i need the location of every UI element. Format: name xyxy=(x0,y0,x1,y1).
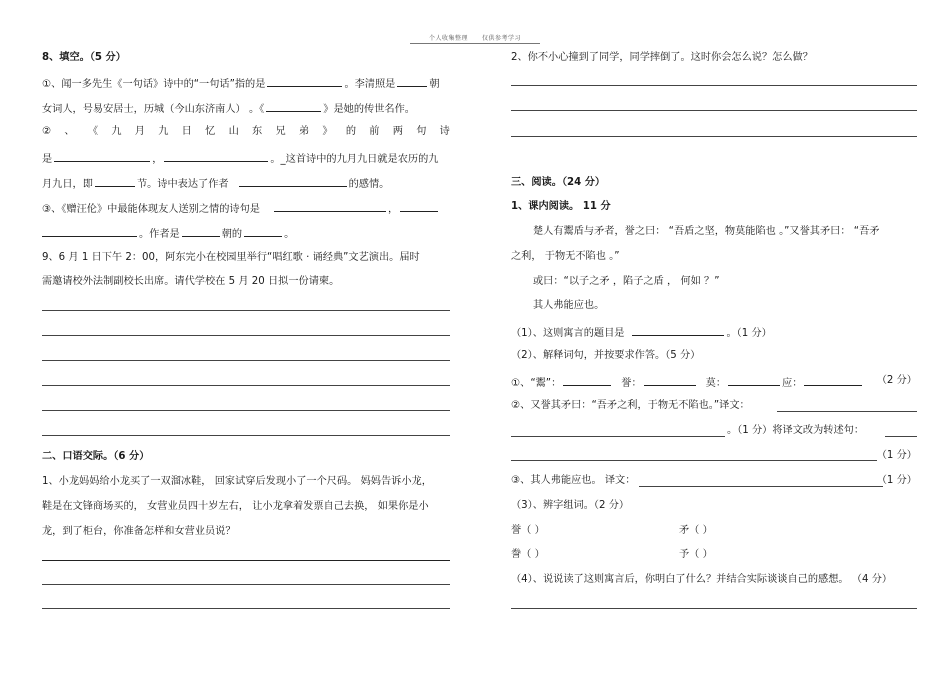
q3-item4: 予（ ） xyxy=(679,549,713,560)
q8-3-text-d: 朝的 xyxy=(221,229,243,240)
q8-3-text-a: ③、《赠汪伦》中最能体现友人送别之情的诗句是 xyxy=(42,204,260,215)
q8-1-text-d: 女词人，号易安居士，历城（今山东济南人） 。《 xyxy=(42,104,265,115)
section2-title: 二、口语交际。（6 分） xyxy=(42,451,150,462)
q2-2-blank2[interactable] xyxy=(511,436,725,437)
q2-words-score: （2 分） xyxy=(876,375,917,386)
q8-2-line1 xyxy=(42,126,450,138)
q8-2-char: 句 xyxy=(416,126,427,137)
writing-line[interactable] xyxy=(511,110,917,111)
writing-line[interactable] xyxy=(511,136,917,137)
q8-1-line2 xyxy=(42,101,415,116)
q8-2-text-a: 是 xyxy=(42,154,53,165)
writing-line[interactable] xyxy=(42,608,450,609)
q3-item2: 矛（ ） xyxy=(679,525,713,536)
q2-word2: 誉： xyxy=(621,378,642,389)
q8-3-text-e: 。 xyxy=(284,229,295,240)
q8-3-text-b: ， xyxy=(387,204,399,215)
oral-q1-line3: 龙，到了柜台，你准备怎样和女营业员说？ xyxy=(42,526,236,537)
q8-3-line2 xyxy=(42,226,294,241)
q2-title: （2）、解释词句，并按要求作答。（5 分） xyxy=(511,350,701,361)
q2-2-line2: 。（1 分）将译文改为转述句： xyxy=(727,425,865,436)
q8-2-blank1[interactable] xyxy=(54,151,150,162)
q2-word4: 应： xyxy=(782,378,803,389)
q2-words-line xyxy=(511,375,864,390)
page-header xyxy=(0,33,950,42)
q8-2-char: 忆 xyxy=(205,126,216,137)
q2-3-score: （1 分） xyxy=(876,475,917,486)
q3-item3: 誊（ ） xyxy=(511,549,545,560)
oral-q1-line1: 1、小龙妈妈给小龙买了一双溜冰鞋， 回家试穿后发现小了一个尺码。 妈妈告诉小龙， xyxy=(42,476,432,487)
q8-2-char: 九 xyxy=(111,126,122,137)
q8-3-blank5[interactable] xyxy=(244,226,282,237)
q1-line xyxy=(511,325,772,340)
passage-line4: 其人弗能应也。 xyxy=(533,300,605,311)
q8-3-blank2[interactable] xyxy=(400,201,438,212)
q8-1-text-a: ①、闻一多先生《一句话》诗中的“一句话”指的是 xyxy=(42,79,266,90)
q8-1-blank1[interactable] xyxy=(267,76,342,87)
q9-line1: 9、6 月 1 日下午 2：00，阿东完小在校园里举行“唱红歌 · 诵经典”文艺演出。届时 xyxy=(42,252,420,263)
writing-line[interactable] xyxy=(511,608,917,609)
oral-q1-line2: 鞋是在文锋商场买的， 女营业员四十岁左右， 让小龙拿着发票自己去换， 如果你是小 xyxy=(42,501,429,512)
q8-2-char: 的 xyxy=(345,126,357,137)
header-part1: 个人收集整理 xyxy=(428,35,468,42)
q8-2-char: 月 xyxy=(134,126,145,137)
writing-line[interactable] xyxy=(42,385,450,386)
q2-blank2[interactable] xyxy=(644,375,696,386)
q2-word3: 莫： xyxy=(705,378,727,389)
q8-2-char: 山 xyxy=(228,126,239,137)
q2-3-text: ③、其人弗能应也。 译文： xyxy=(511,475,636,486)
q2-2-blank4[interactable] xyxy=(511,460,877,461)
q3-title: （3）、辨字组词。（2 分） xyxy=(511,500,630,511)
writing-line[interactable] xyxy=(42,410,450,411)
passage-line2: 之利， 于物无不陷也 。” xyxy=(511,251,620,262)
q8-2-blank4[interactable] xyxy=(239,176,347,187)
q8-1-text-e: 》是她的传世名作。 xyxy=(323,104,415,115)
q8-2-char: 弟 xyxy=(298,126,310,137)
q1-score: 。（1 分） xyxy=(726,328,772,339)
q8-2-char: ② xyxy=(42,126,52,137)
oral-q2: 2、你不小心撞到了同学，同学摔倒了。这时你会怎么说？怎么做？ xyxy=(511,52,813,63)
q2-2-blank1[interactable] xyxy=(777,411,917,412)
q8-2-text-e: 节。诗中表达了作者 xyxy=(136,179,229,190)
q8-3-text-c: 。作者是 xyxy=(139,229,180,240)
q8-3-blank3[interactable] xyxy=(42,226,137,237)
writing-line[interactable] xyxy=(42,335,450,336)
q2-word1: ①、“鬻”： xyxy=(511,378,562,389)
q8-2-line2 xyxy=(42,151,438,166)
q2-blank4[interactable] xyxy=(804,375,862,386)
writing-line[interactable] xyxy=(42,360,450,361)
q2-blank1[interactable] xyxy=(563,375,611,386)
writing-line[interactable] xyxy=(511,85,917,86)
q8-2-char: 九 xyxy=(158,126,169,137)
q8-2-char: 《 xyxy=(87,126,99,137)
q1-text: （1）、这则寓言的题目是 xyxy=(511,328,625,339)
q2-3-blank[interactable] xyxy=(639,486,883,487)
reading1-title: 1、课内阅读。 11 分 xyxy=(511,201,611,212)
q8-2-text-c: 。_这首诗中的九月九日就是农历的九 xyxy=(270,154,439,165)
q8-3-blank4[interactable] xyxy=(182,226,220,237)
passage-line1: 楚人有鬻盾与矛者，誉之曰： “吾盾之坚，物莫能陷也 。”又誉其矛曰： “吾矛 xyxy=(533,226,880,237)
writing-line[interactable] xyxy=(42,584,450,585)
q2-blank3[interactable] xyxy=(728,375,780,386)
q2-2-text: ②、又誉其矛曰：“吾矛之利，于物无不陷也。”译文： xyxy=(511,400,750,411)
q8-2-blank2[interactable] xyxy=(164,151,268,162)
q8-2-char: 、 xyxy=(64,126,75,137)
q8-2-text-f: 的感情。 xyxy=(348,179,390,190)
q3-item1: 誉（ ） xyxy=(511,525,545,536)
q8-2-char: 兄 xyxy=(275,126,286,137)
q8-1-text-b: 。李清照是 xyxy=(344,79,396,90)
q8-2-char: 前 xyxy=(369,126,380,137)
q2-2-score: （1 分） xyxy=(876,450,917,461)
q8-title: 8、填空。（5 分） xyxy=(42,52,126,63)
q8-3-line1 xyxy=(42,201,440,216)
q8-2-char: 诗 xyxy=(439,126,450,137)
q8-1-blank3[interactable] xyxy=(266,101,321,112)
header-part2: 仅供参考学习 xyxy=(482,35,522,42)
q8-3-blank1[interactable] xyxy=(274,201,386,212)
writing-line[interactable] xyxy=(42,560,450,561)
writing-line[interactable] xyxy=(42,310,450,311)
q8-1-text-c: 朝 xyxy=(429,79,440,90)
section3-title: 三、阅读。（24 分） xyxy=(511,177,606,188)
q8-2-line3 xyxy=(42,176,389,191)
q2-2-line1 xyxy=(511,400,750,412)
q2-2-blank3[interactable] xyxy=(885,436,917,437)
q8-2-char: 两 xyxy=(392,126,403,137)
q8-2-char: 日 xyxy=(181,126,192,137)
q8-2-text-d: 月九日，即 xyxy=(42,179,93,190)
q2-3-line xyxy=(511,475,635,487)
passage-line3: 或曰：“以子之矛 ，陷子之盾 ， 何如 ？” xyxy=(533,276,720,287)
q8-1-line1 xyxy=(42,76,440,91)
q8-2-text-b: ， xyxy=(152,154,163,165)
writing-line[interactable] xyxy=(42,435,450,436)
q8-2-char: 东 xyxy=(252,126,263,137)
q9-line2: 需邀请校外法制副校长出席。请代学校在 5 月 20 日拟一份请柬。 xyxy=(42,276,340,287)
q8-2-char: 》 xyxy=(322,126,333,137)
q8-1-blank2[interactable] xyxy=(397,76,427,87)
header-rule xyxy=(410,43,540,44)
q4-line: （4）、说说读了这则寓言后，你明白了什么？并结合实际谈谈自己的感想。 （4 分） xyxy=(511,574,893,585)
q8-2-blank3[interactable] xyxy=(95,176,135,187)
q1-blank[interactable] xyxy=(632,325,724,336)
